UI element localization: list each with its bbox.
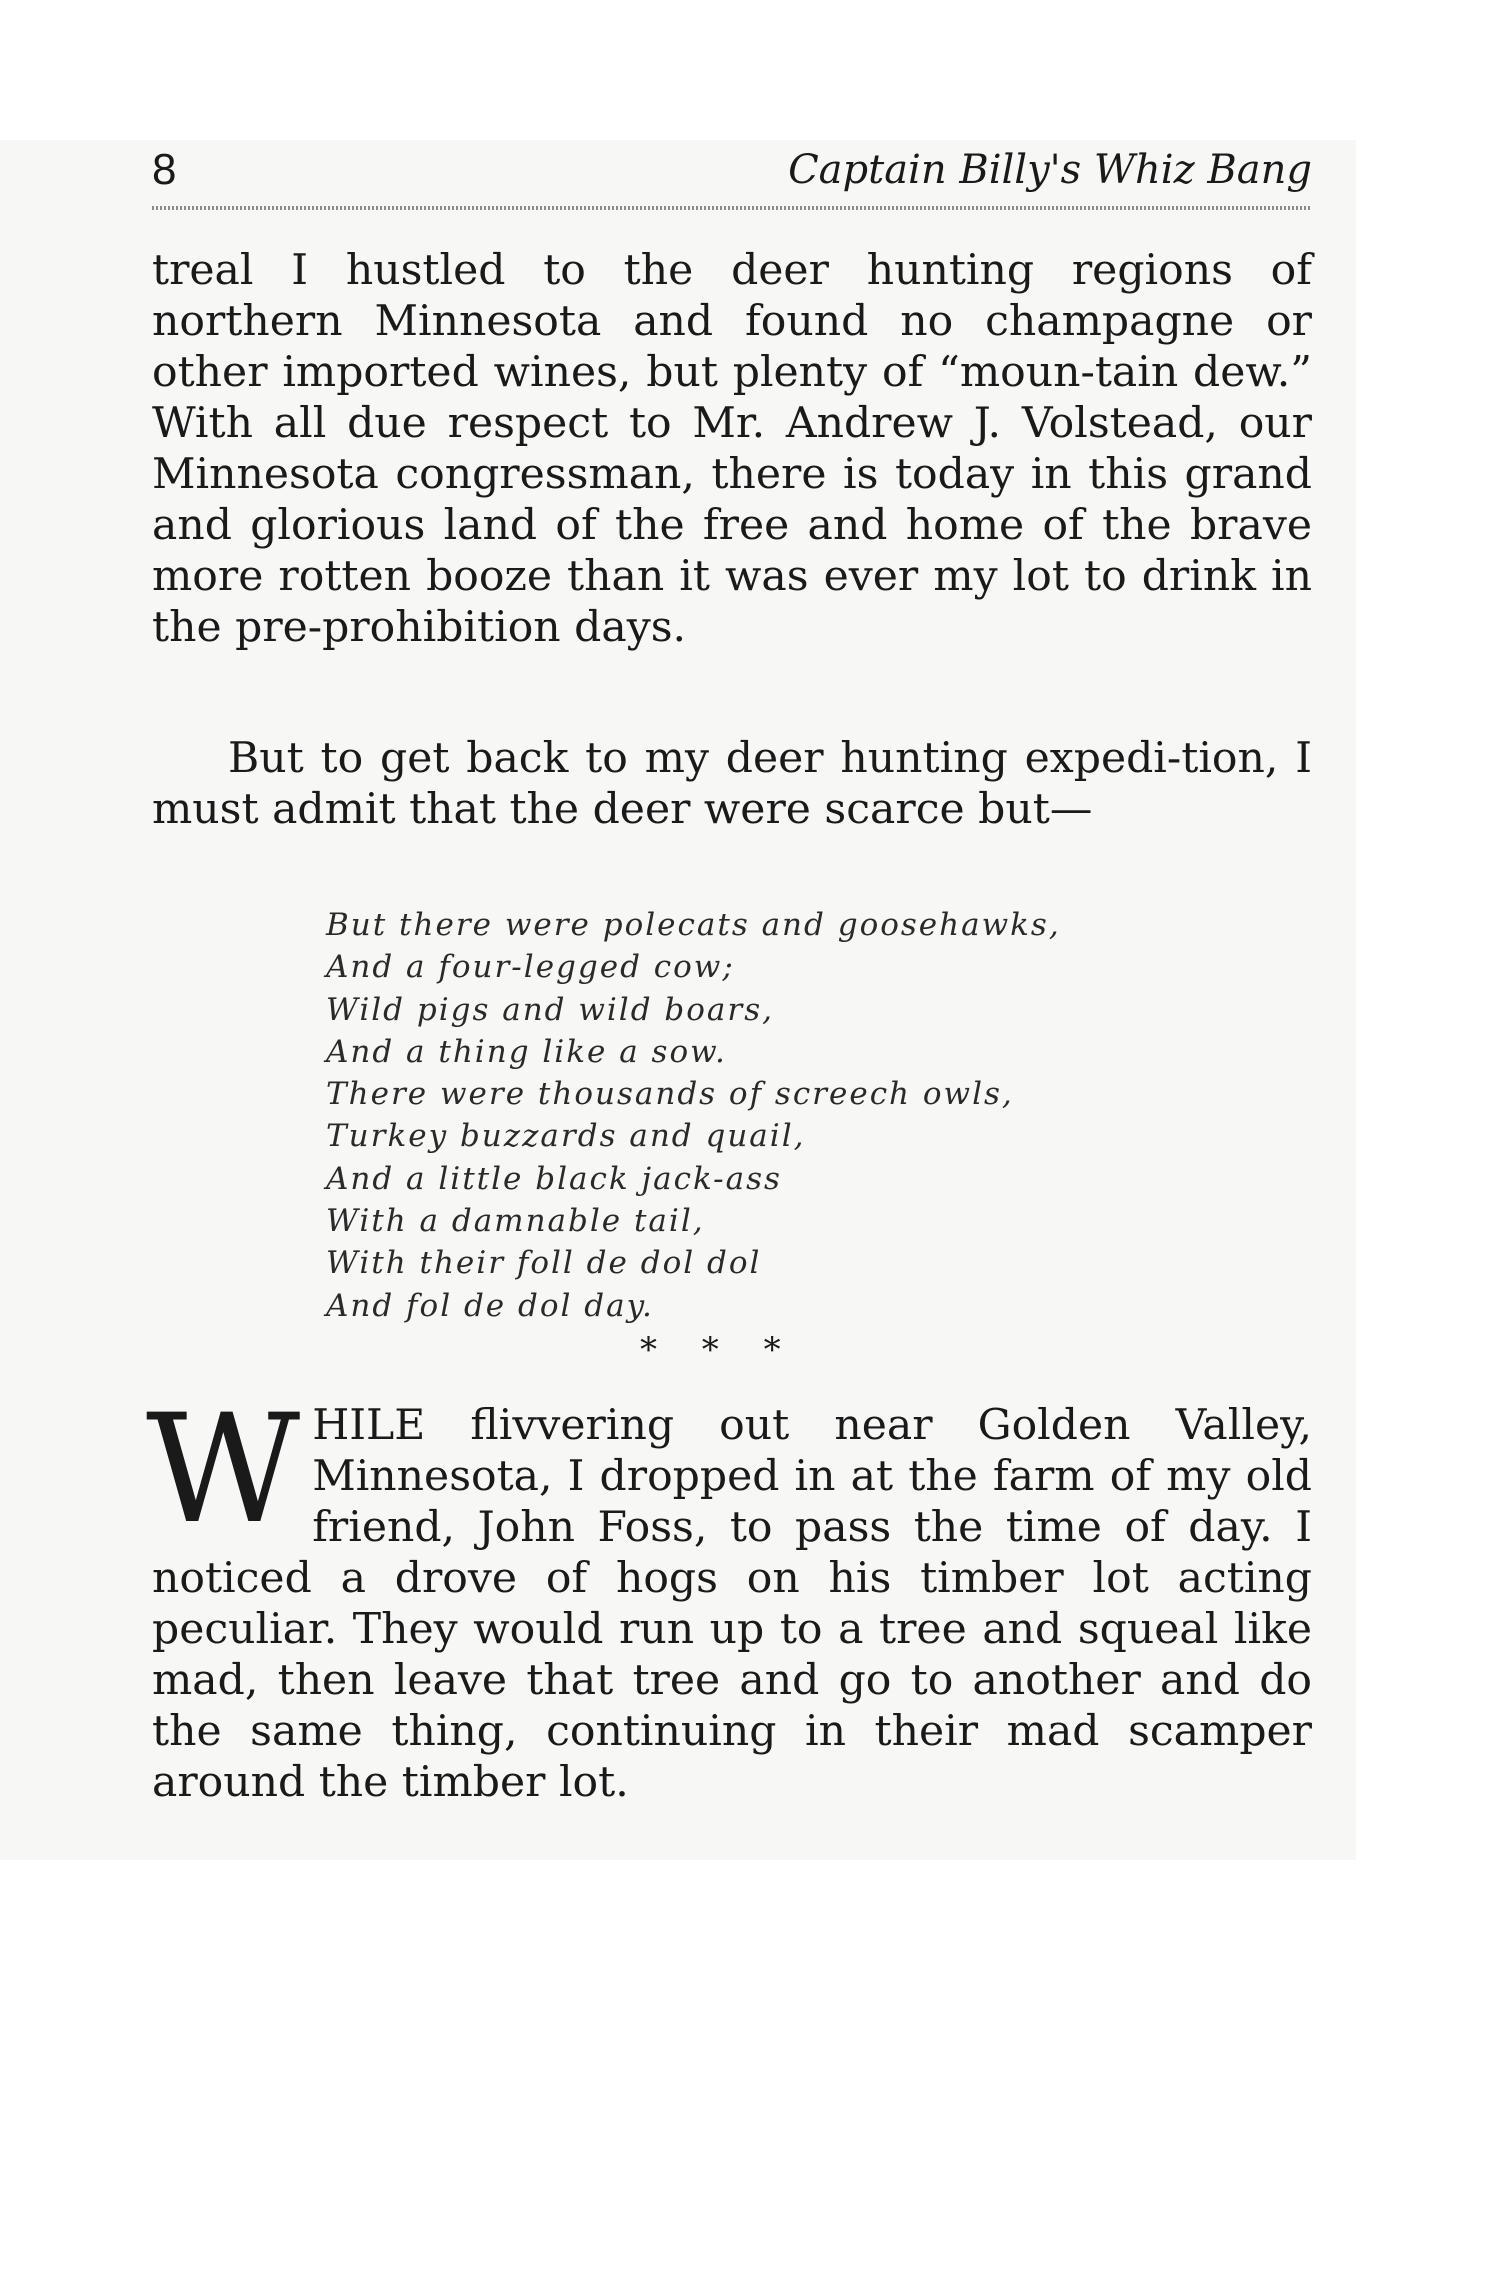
poem-line: But there were polecats and goosehawks, bbox=[326, 907, 1061, 943]
running-title: Captain Billy's Whiz Bang bbox=[788, 147, 1312, 193]
poem-line: And fol de dol day. bbox=[326, 1287, 654, 1324]
poem-line: And a little black jack-ass bbox=[326, 1160, 782, 1197]
poem-line: With their foll de dol dol bbox=[326, 1245, 762, 1282]
poem-line: And a four-legged cow; bbox=[326, 949, 735, 986]
paragraph-3-text: HILE flivvering out near Golden Valley, Minnesota, I dropped in at the farm of my old friend, John Foss, to pass the time of day. I noticed a drove of hogs on his timber lot acting peculiar. They would run up to a tree and squeal like mad, then leave that tree and go to another and do the same thing, continuing in their mad scamper around the timber lot. bbox=[152, 1401, 1312, 1807]
poem-line: Turkey buzzards and quail, bbox=[326, 1118, 806, 1155]
paragraph-3 bbox=[146, 1383, 1312, 1808]
paragraph-2: But to get back to my deer hunting expedi-tion, I must admit that the deer were scarce but— bbox=[152, 734, 1312, 834]
poem-line: There were thousands of screech owls, bbox=[326, 1076, 1014, 1113]
paragraph-1: treal I hustled to the deer hunting regions of northern Minnesota and found no champagne or other imported wines, but plenty of “moun-tain dew.” With all due respect to Mr. Andrew J. Volstead, our Minnesota congressman, there is today in this grand and glorious land of the free and home of the brave more rotten booze than it was ever my lot to drink in the pre-prohibition days. bbox=[152, 246, 1312, 652]
page-header bbox=[152, 140, 1312, 200]
section-separator: * * * bbox=[640, 1330, 781, 1370]
poem bbox=[326, 904, 1286, 1327]
header-rule bbox=[152, 206, 1312, 210]
poem-line: With a damnable tail, bbox=[326, 1203, 705, 1240]
poem-line: Wild pigs and wild boars, bbox=[326, 991, 774, 1028]
poem-line: And a thing like a sow. bbox=[326, 1033, 727, 1070]
drop-cap: W bbox=[146, 1383, 301, 1557]
page-number: 8 bbox=[152, 145, 177, 194]
